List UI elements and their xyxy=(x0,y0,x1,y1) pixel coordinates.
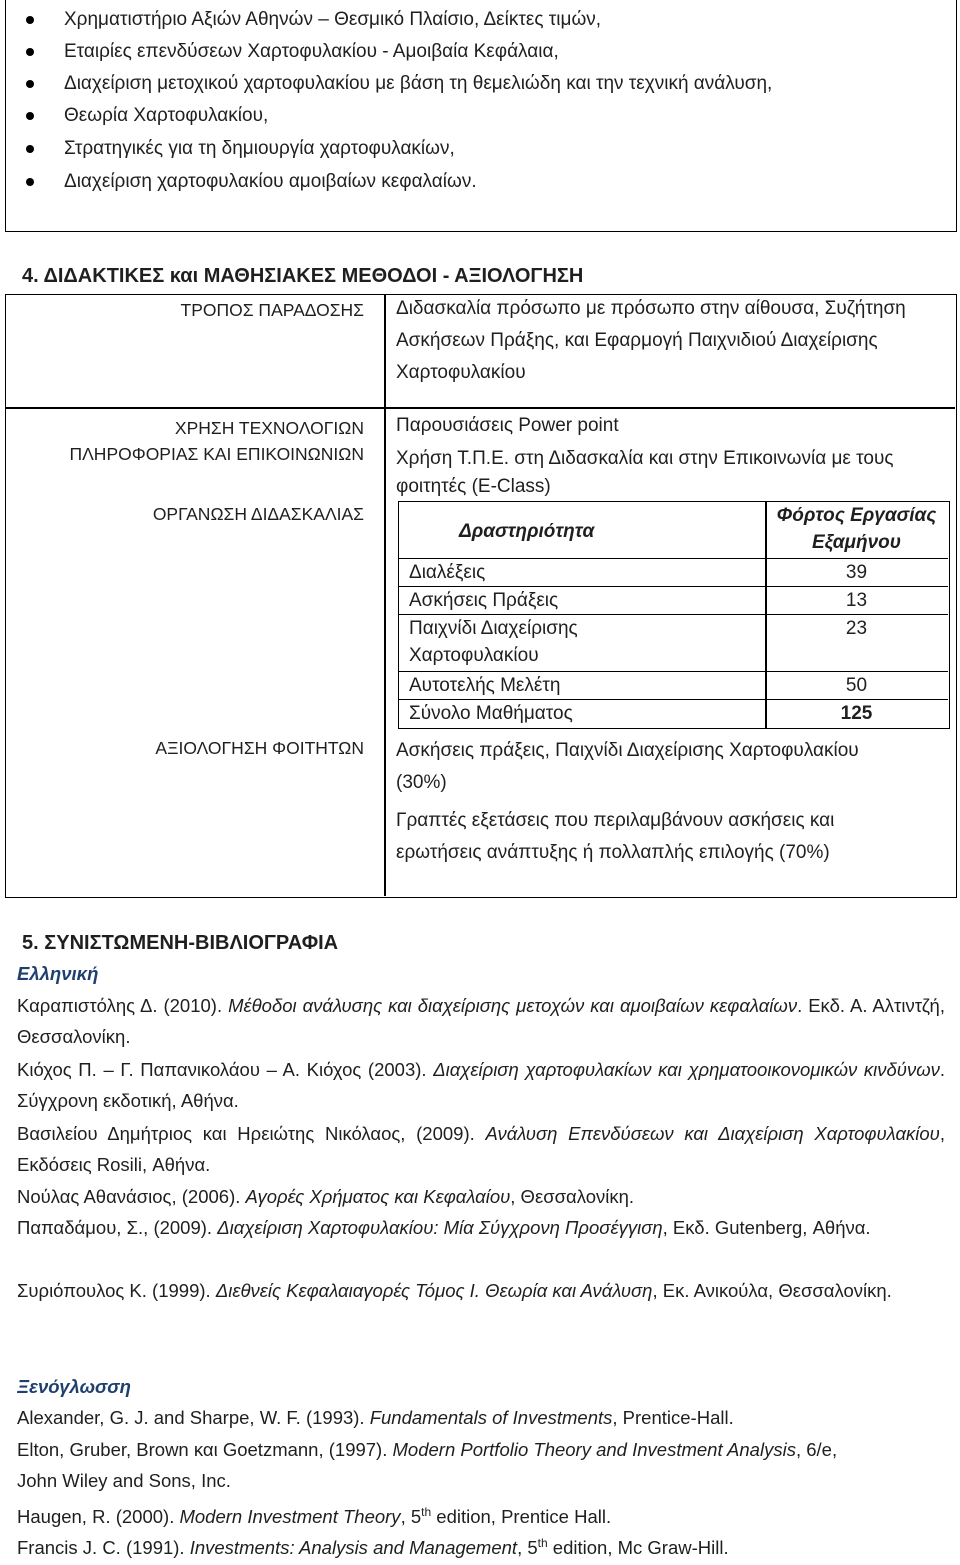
activity-cell: Διαλέξεις xyxy=(409,562,486,583)
reference-item-continued: John Wiley and Sons, Inc. xyxy=(17,1470,231,1491)
delivery-label: ΤΡΟΠΟΣ ΠΑΡΑΔΟΣΗΣ xyxy=(180,300,364,320)
bullet-icon xyxy=(26,178,34,186)
table-row xyxy=(399,558,948,587)
section-4-title: 4. ΔΙΔΑΚΤΙΚΕΣ και ΜΑΘΗΣΙΑΚΕΣ ΜΕΘΟΔΟΙ - ΑΞΙΟΛΟΓΗΣΗ xyxy=(22,265,584,287)
table-row xyxy=(399,586,948,615)
row-divider xyxy=(6,407,384,409)
delivery-text: Διδασκαλία πρόσωπο με πρόσωπο στην αίθουσα, Συζήτηση xyxy=(396,298,906,319)
total-value: 125 xyxy=(840,703,873,724)
ict-text: Παρουσιάσεις Power point xyxy=(396,415,619,436)
activity-cell: Ασκήσεις Πράξεις xyxy=(409,590,559,611)
organisation-label: ΟΡΓΑΝΩΣΗ ΔΙΔΑΣΚΑΛΙΑΣ xyxy=(152,504,364,524)
reference-item: Haugen, R. (2000). Modern Investment Theory, 5th edition, Prentice Hall. xyxy=(17,1505,612,1528)
methods-table xyxy=(5,294,957,898)
delivery-text: Ασκήσεων Πράξης, και Εφαρμογή Παιχνιδιού Διαχείρισης xyxy=(396,330,878,351)
reference-item: Francis J. C. (1991). Investments: Analysis and Management, 5th edition, Mc Graw-Hill. xyxy=(17,1536,729,1559)
bullet-icon xyxy=(26,48,34,56)
reference-item: Κιόχος Π. – Γ. Παπανικολάου – Α. Κιόχος (2003). Διαχείριση χαρτοφυλακίων και χρηματοοικονομικών κινδύνων. Σύγχρονη εκδοτική, Αθήνα. xyxy=(17,1059,945,1111)
reference-item: Καραπιστόλης Δ. (2010). Μέθοδοι ανάλυσης και διαχείρισης μετοχών και αμοιβαίων κεφαλαίων. Εκδ. Α. Αλτιντζή, Θεσσαλονίκη. xyxy=(17,995,945,1047)
evaluation-label: ΑΞΙΟΛΟΓΗΣΗ ΦΟΙΤΗΤΩΝ xyxy=(155,738,364,758)
activity-cell: Χαρτοφυλακίου xyxy=(409,645,539,666)
evaluation-text: (30%) xyxy=(396,772,447,793)
delivery-text: Χαρτοφυλακίου xyxy=(396,362,526,383)
table-row xyxy=(399,699,948,728)
ict-text: φοιτητές (E-Class) xyxy=(396,476,551,497)
reference-item: Βασιλείου Δημήτριος και Ηρειώτης Νικόλαος, (2009). Ανάλυση Επενδύσεων και Διαχείριση Χαρτοφυλακίου, Εκδόσεις Rosili, Αθήνα. xyxy=(17,1123,945,1175)
table-row xyxy=(399,671,948,700)
load-cell: 50 xyxy=(845,675,868,696)
bullet-icon xyxy=(26,80,34,88)
reference-item: Συριόπουλος Κ. (1999). Διεθνείς Κεφαλαιαγορές Τόμος Ι. Θεωρία και Ανάλυση, Εκ. Ανικούλα, Θεσσαλονίκη. xyxy=(17,1280,892,1301)
activity-cell: Παιχνίδι Διαχείρισης xyxy=(409,618,578,639)
bullet-icon xyxy=(26,145,34,153)
reference-item: Νούλας Αθανάσιος, (2006). Αγορές Χρήματος και Κεφαλαίου, Θεσσαλονίκη. xyxy=(17,1186,635,1207)
reference-item: Παπαδάμου, Σ., (2009). Διαχείριση Χαρτοφυλακίου: Μία Σύγχρονη Προσέγγιση, Εκδ. Gutenberg, Αθήνα. xyxy=(17,1217,871,1238)
activity-header: Δραστηριότητα xyxy=(459,521,595,542)
activity-cell: Αυτοτελής Μελέτη xyxy=(409,675,561,696)
row-divider xyxy=(384,407,955,409)
bullet-icon xyxy=(26,112,34,120)
bullet-icon xyxy=(26,16,34,24)
foreign-bibliography-label: Ξενόγλωσση xyxy=(17,1376,131,1397)
workload-header: Εξαμήνου xyxy=(811,532,902,553)
ict-label: ΧΡΗΣΗ ΤΕΧΝΟΛΟΓΙΩΝ xyxy=(174,418,364,438)
workload-table xyxy=(398,501,950,729)
evaluation-text: Γραπτές εξετάσεις που περιλαμβάνουν ασκήσεις και xyxy=(396,810,835,831)
table-row xyxy=(399,614,948,671)
workload-header: Φόρτος Εργασίας xyxy=(776,505,937,526)
load-cell: 13 xyxy=(845,590,868,611)
total-label: Σύνολο Μαθήματος xyxy=(409,703,573,724)
load-cell: 39 xyxy=(845,562,868,583)
ict-label: ΠΛΗΡΟΦΟΡΙΑΣ ΚΑΙ ΕΠΙΚΟΙΝΩΝΙΩΝ xyxy=(69,444,364,464)
greek-bibliography-label: Ελληνική xyxy=(17,963,99,984)
column-divider xyxy=(384,295,386,896)
section-5-title: 5. ΣΥΝΙΣΤΩΜΕΝΗ-ΒΙΒΛΙΟΓΡΑΦΙΑ xyxy=(22,932,339,954)
reference-item: Elton, Gruber, Brown και Goetzmann, (1997). Modern Portfolio Theory and Investment Analysis, 6/e, xyxy=(17,1439,838,1460)
ict-text: Χρήση Τ.Π.Ε. στη Διδασκαλία και στην Επικοινωνία με τους xyxy=(396,448,894,469)
reference-item: Alexander, G. J. and Sharpe, W. F. (1993). Fundamentals of Investments, Prentice-Hall. xyxy=(17,1407,734,1428)
evaluation-text: Ασκήσεις πράξεις, Παιχνίδι Διαχείρισης Χαρτοφυλακίου xyxy=(396,740,859,761)
load-cell: 23 xyxy=(845,618,868,639)
evaluation-text: ερωτήσεις ανάπτυξης ή πολλαπλής επιλογής (70%) xyxy=(396,842,830,863)
